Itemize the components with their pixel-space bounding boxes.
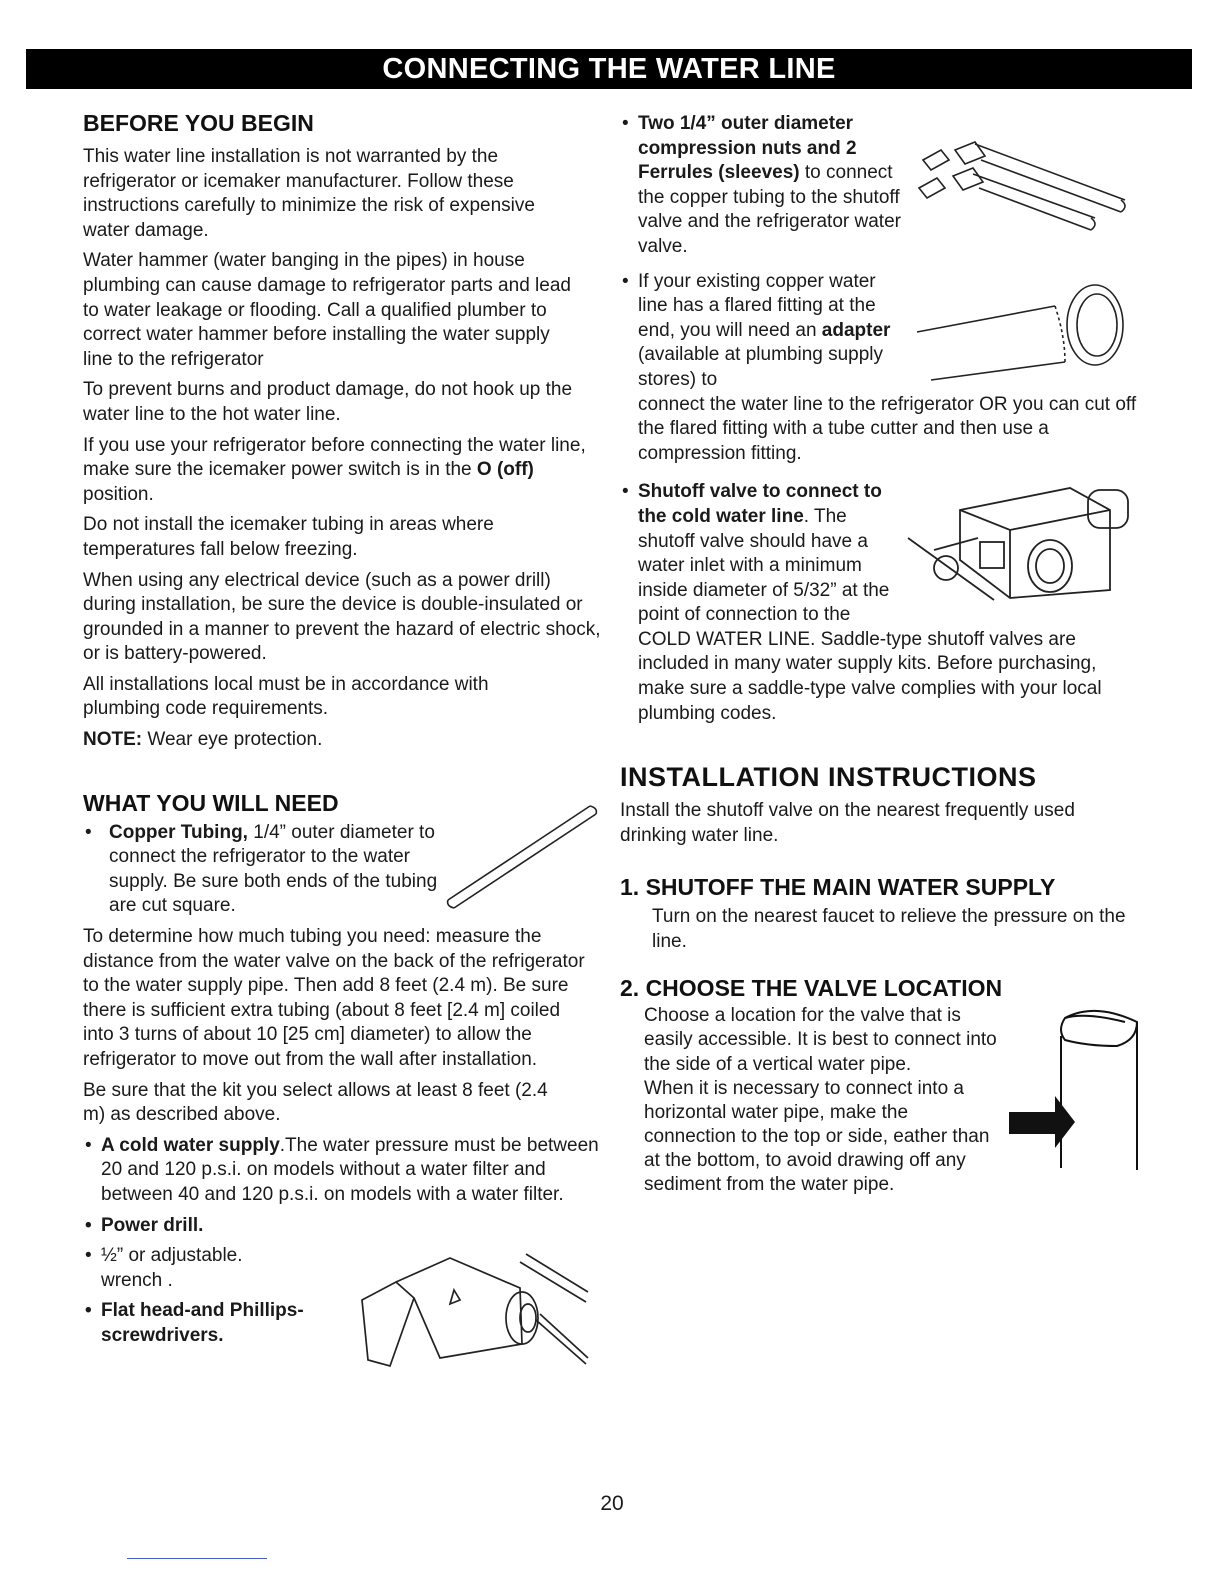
off-label: O (off) <box>476 459 534 481</box>
page-number: 20 <box>600 1492 624 1515</box>
footer-rule <box>127 1558 267 1559</box>
cold-water-item: • A cold water supply.The water pressure must be between 20 and 120 p.s.i. on models without a water filter and between 40 and 120 p.s.i. on models with a water filter. <box>83 1134 601 1208</box>
install-intro: Install the shutoff valve on the nearest frequently used drinking water line. <box>620 800 1075 846</box>
flared-fitting-illustration <box>915 270 1135 385</box>
note: NOTE: Wear eye protection. <box>83 729 323 751</box>
before-paragraph-1: This water line installation is not warranted by the refrigerator or icemaker manufacturer. Follow these instructions carefully to minimize the risk of expensive water damage. <box>83 146 535 241</box>
install-heading: INSTALLATION INSTRUCTIONS <box>620 762 1037 793</box>
copper-tubing-item: • Copper Tubing, 1/4” outer diameter to connect the refrigerator to the water supply. Be sure both ends of the tubing are cut square. <box>83 821 439 919</box>
compression-nuts-illustration <box>915 130 1145 245</box>
shutoff-valve-item: • Shutoff valve to connect to the cold water line. The shutoff valve should have a water inlet with a minimum inside diameter of 5/32” at the point of connection to the <box>620 480 908 628</box>
need-heading: WHAT YOU WILL NEED <box>83 789 339 816</box>
step1-heading: 1. SHUTOFF THE MAIN WATER SUPPLY <box>620 874 1056 901</box>
before-paragraph-5: Do not install the icemaker tubing in areas where temperatures fall below freezing. <box>83 514 494 560</box>
power-drill-illustration <box>350 1248 595 1373</box>
tubing-measure-paragraph: To determine how much tubing you need: measure the distance from the water valve on the back of the refrigerator to the water supply pipe. Then add 8 feet (2.4 m). Be sure there is sufficient extra tubing (about 8 feet [2.4 m] coiled into 3 turns of about 10 [25 cm] diameter) to allow the refrigerator to move out from the wall after installation. <box>83 926 585 1070</box>
wrench-item: • ½” or adjustable. wrench . <box>83 1244 271 1293</box>
step2-text-2: When it is necessary to connect into a horizontal water pipe, make the connection to the top or side, eather than at the bottom, to avoid drawing off any sediment from the water pipe. <box>644 1078 990 1196</box>
before-paragraph-7: All installations local must be in accordance with plumbing code requirements. <box>83 673 489 720</box>
step2-heading: 2. CHOOSE THE VALVE LOCATION <box>620 974 1003 1001</box>
left-column <box>83 110 603 1349</box>
before-heading: BEFORE YOU BEGIN <box>83 110 314 136</box>
flared-fitting-continued: connect the water line to the refrigerator OR you can cut off the flared fitting with a tube cutter and then use a compression fitting. <box>638 393 1137 464</box>
copper-tubing-illustration <box>440 800 600 920</box>
step1-text: Turn on the nearest faucet to relieve the pressure on the line. <box>652 906 1126 953</box>
shutoff-valve-illustration <box>900 480 1140 610</box>
compression-nuts-item: • Two 1/4” outer diameter compression nuts and 2 Ferrules (sleeves) to connect the copper tubing to the shutoff valve and the refrigerator water valve. <box>620 112 908 260</box>
before-paragraph-6: When using any electrical device (such as a power drill) during installation, be sure the device is double-insulated or grounded in a manner to prevent the hazard of electric shock, or is battery-powered. <box>83 569 601 665</box>
shutoff-valve-continued: COLD WATER LINE. Saddle-type shutoff valves are included in many water supply kits. Before purchasing, make sure a saddle-type valve complies with your local plumbing codes. <box>638 628 1102 724</box>
step2-text-1: Choose a location for the valve that is easily accessible. It is best to connect into the side of a vertical water pipe. <box>644 1004 997 1075</box>
before-paragraph-3: To prevent burns and product damage, do not hook up the water line to the hot water line. <box>83 379 573 425</box>
before-paragraph-4: If you use your refrigerator before connecting the water line, make sure the icemaker power switch is in the O (off) position. <box>83 434 586 505</box>
flared-fitting-item: • If your existing copper water line has a flared fitting at the end, you will need an adapter (available at plumbing supply stores) to <box>620 270 908 393</box>
before-paragraph-2: Water hammer (water banging in the pipes) in house plumbing can cause damage to refrigerator parts and lead to water leakage or flooding. Call a qualified plumber to correct water hammer before installing the water supply line to the refrigerator <box>83 250 571 370</box>
arrow-icon <box>1009 1096 1075 1148</box>
vertical-pipe-illustration <box>1005 1000 1145 1175</box>
screwdrivers-item: • Flat head-and Phillips-screwdrivers. <box>83 1299 341 1348</box>
page-banner: CONNECTING THE WATER LINE <box>26 49 1192 89</box>
kit-paragraph: Be sure that the kit you select allows at least 8 feet (2.4 m) as described above. <box>83 1079 548 1126</box>
power-drill-item: • Power drill. <box>83 1214 603 1239</box>
